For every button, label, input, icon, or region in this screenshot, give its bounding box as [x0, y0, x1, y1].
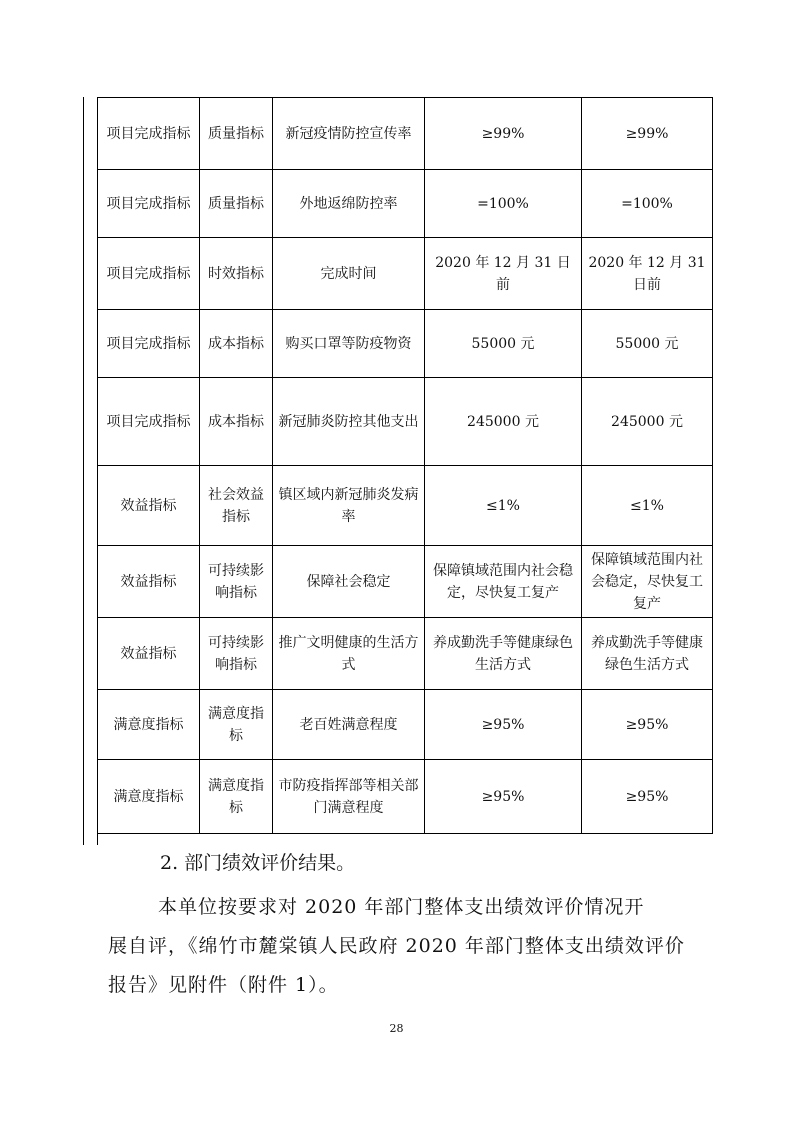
level2-indicator-cell: 可持续影响指标	[200, 618, 273, 690]
body-paragraph	[108, 888, 688, 1005]
level1-indicator-cell: 项目完成指标	[98, 238, 200, 310]
level3-indicator-cell: 新冠疫情防控宣传率	[273, 98, 425, 170]
table-row	[98, 466, 713, 546]
target-value-cell: 保障镇域范围内社会稳定，尽快复工复产	[425, 546, 582, 618]
target-value-cell: ≥95%	[425, 690, 582, 760]
table-row	[98, 98, 713, 170]
level1-indicator-cell: 效益指标	[98, 546, 200, 618]
target-value-cell: =100%	[425, 170, 582, 238]
page-number: 28	[389, 1022, 404, 1035]
actual-value-cell: =100%	[582, 170, 713, 238]
level1-indicator-cell: 满意度指标	[98, 760, 200, 834]
level3-indicator-cell: 保障社会稳定	[273, 546, 425, 618]
level2-indicator-cell: 质量指标	[200, 98, 273, 170]
target-value-cell: 2020 年 12 月 31 日前	[425, 238, 582, 310]
level1-indicator-cell: 项目完成指标	[98, 310, 200, 378]
table-row	[98, 690, 713, 760]
performance-indicator-table	[97, 97, 713, 834]
target-value-cell: ≥99%	[425, 98, 582, 170]
level2-indicator-cell: 时效指标	[200, 238, 273, 310]
level3-indicator-cell: 老百姓满意程度	[273, 690, 425, 760]
level2-indicator-cell: 社会效益指标	[200, 466, 273, 546]
level2-indicator-cell: 成本指标	[200, 310, 273, 378]
table-row	[98, 378, 713, 466]
paragraph-continuation: 展自评，《绵竹市麓棠镇人民政府 2020 年部门整体支出绩效评价报告》见附件（附件 1）。	[108, 935, 685, 996]
actual-value-cell: ≥95%	[582, 760, 713, 834]
level3-indicator-cell: 完成时间	[273, 238, 425, 310]
target-value-cell: ≤1%	[425, 466, 582, 546]
level3-indicator-cell: 推广文明健康的生活方式	[273, 618, 425, 690]
table-row	[98, 546, 713, 618]
level3-indicator-cell: 外地返绵防控率	[273, 170, 425, 238]
level2-indicator-cell: 质量指标	[200, 170, 273, 238]
actual-value-cell: 245000 元	[582, 378, 713, 466]
table-row	[98, 618, 713, 690]
level3-indicator-cell: 购买口罩等防疫物资	[273, 310, 425, 378]
table-row	[98, 238, 713, 310]
left-margin-column	[83, 97, 98, 845]
actual-value-cell: ≤1%	[582, 466, 713, 546]
actual-value-cell: 保障镇域范围内社会稳定，尽快复工复产	[582, 546, 713, 618]
table-row	[98, 760, 713, 834]
level2-indicator-cell: 满意度指标	[200, 760, 273, 834]
level3-indicator-cell: 市防疫指挥部等相关部门满意程度	[273, 760, 425, 834]
paragraph-first-line: 本单位按要求对 2020 年部门整体支出绩效评价情况开	[158, 896, 645, 918]
actual-value-cell: 养成勤洗手等健康绿色生活方式	[582, 618, 713, 690]
actual-value-cell: 55000 元	[582, 310, 713, 378]
level1-indicator-cell: 效益指标	[98, 466, 200, 546]
level2-indicator-cell: 满意度指标	[200, 690, 273, 760]
target-value-cell: 245000 元	[425, 378, 582, 466]
level3-indicator-cell: 新冠肺炎防控其他支出	[273, 378, 425, 466]
section-heading: 2. 部门绩效评价结果。	[160, 852, 356, 874]
level1-indicator-cell: 效益指标	[98, 618, 200, 690]
table-row	[98, 310, 713, 378]
actual-value-cell: ≥95%	[582, 690, 713, 760]
level1-indicator-cell: 项目完成指标	[98, 170, 200, 238]
target-value-cell: 养成勤洗手等健康绿色生活方式	[425, 618, 582, 690]
level1-indicator-cell: 满意度指标	[98, 690, 200, 760]
level2-indicator-cell: 成本指标	[200, 378, 273, 466]
level2-indicator-cell: 可持续影响指标	[200, 546, 273, 618]
actual-value-cell: ≥99%	[582, 98, 713, 170]
level1-indicator-cell: 项目完成指标	[98, 98, 200, 170]
actual-value-cell: 2020 年 12 月 31 日前	[582, 238, 713, 310]
table-row	[98, 170, 713, 238]
target-value-cell: ≥95%	[425, 760, 582, 834]
target-value-cell: 55000 元	[425, 310, 582, 378]
level1-indicator-cell: 项目完成指标	[98, 378, 200, 466]
level3-indicator-cell: 镇区域内新冠肺炎发病率	[273, 466, 425, 546]
